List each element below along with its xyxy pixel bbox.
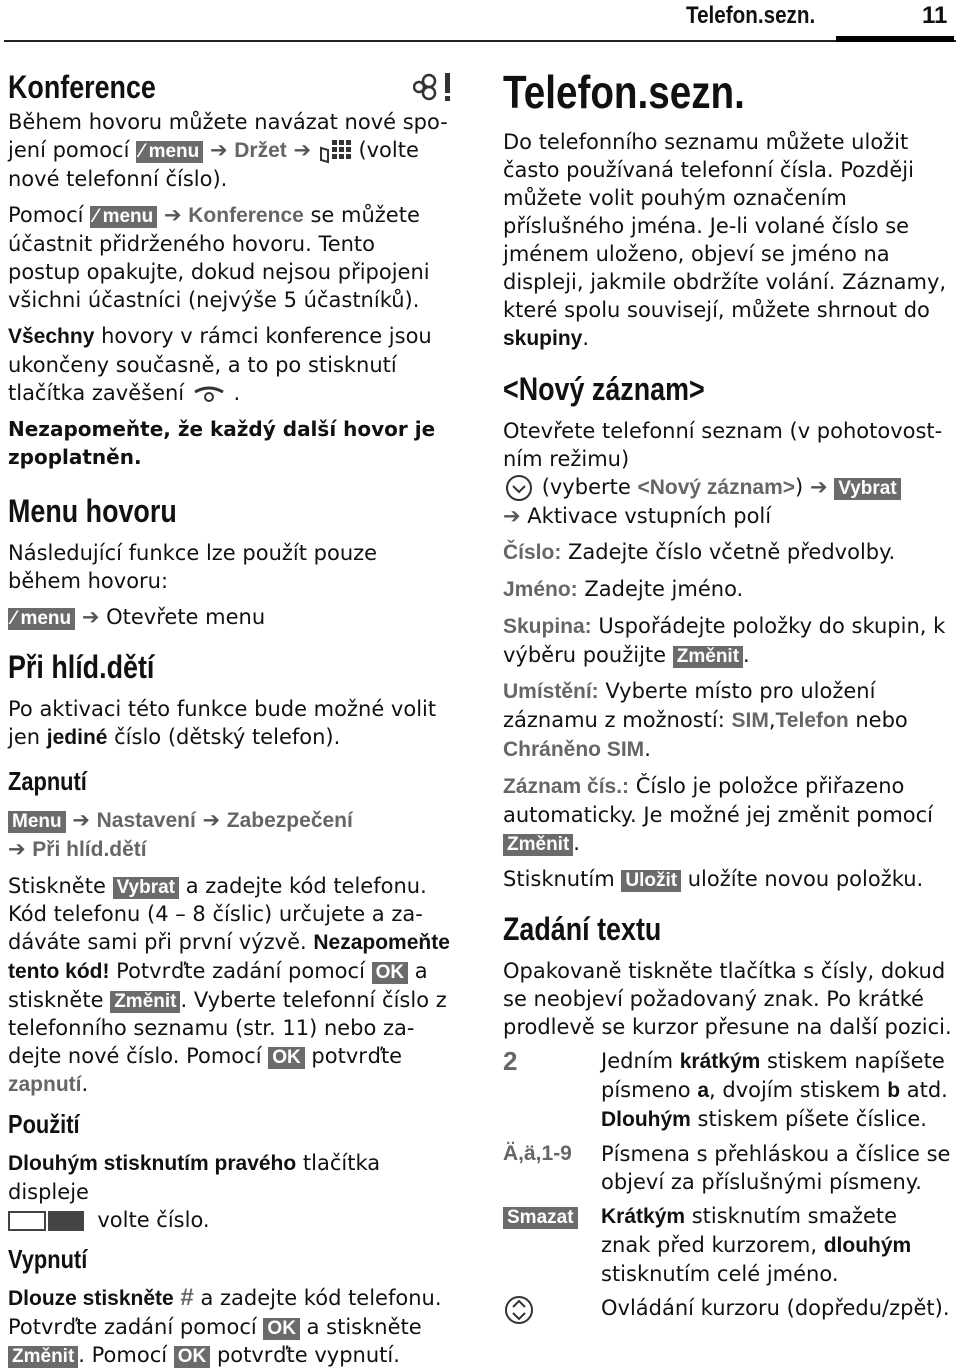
- zmenit-softkey: Změnit: [8, 1346, 78, 1368]
- zmenit-softkey: Změnit: [503, 834, 573, 856]
- arrow-icon: ➔: [293, 138, 312, 162]
- header-rule: [4, 40, 956, 42]
- display-key-right-icon: [48, 1211, 84, 1231]
- text-entry-row-umlaut: Ä,ä,1-9 Písmena s přehláskou a číslice se objeví za příslušnými písmeny.: [503, 1142, 951, 1194]
- vybrat-softkey: Vybrat: [113, 877, 179, 899]
- key-2-icon: 2: [503, 1046, 518, 1076]
- text-entry-row-2: 2 Jedním krátkým stiskem napíšete písmeno a, dvojím stiskem b atd. Dlouhým stiskem píšete číslice.: [503, 1047, 953, 1134]
- konference-para-2: Pomocí ⁄ menu ➔ Konference se můžete účastnit přidrženého hovoru. Tento postup opakujte, dokud nejsou připojeni všichni účastníci (nejvýše 5 účastníků).: [8, 203, 430, 312]
- end-call-icon: [191, 384, 227, 404]
- konference-title: Konference: [8, 69, 156, 105]
- arrow-icon: ➔: [81, 605, 100, 629]
- field-umisteni: Umístění: Vyberte místo pro uložení záznamu z možností: SIM,Telefon nebo Chráněno SIM.: [503, 679, 908, 761]
- zmenit-softkey: Změnit: [673, 646, 743, 668]
- arrow-icon: ➔: [503, 504, 521, 528]
- menu-hovoru-title: Menu hovoru: [8, 493, 177, 529]
- zapnuti-text: Stiskněte Vybrat a zadejte kód telefonu. Kód telefonu (4 – 8 číslic) určujete a za-dáváte sami při první výzvě. Nezapomeňte tento kód! Potvrďte zadání pomocí OK a stiskněte Změnit . Vyberte telefonní číslo z telefonního seznamu (str. 11) nebo za-dejte nové číslo. Pomocí OK potvrďte zapnutí.: [8, 874, 450, 1096]
- menu-softkey: Menu: [8, 811, 66, 833]
- menu-softkey: ⁄ menu: [8, 608, 75, 630]
- hash-key-icon: #: [180, 1284, 194, 1311]
- menu-softkey: ⁄ menu: [90, 206, 157, 228]
- arrow-icon: ➔: [163, 203, 182, 227]
- konference-para-3: Všechny hovory v rámci konference jsou ukončeny současně, a to po stisknutí tlačítka zavěšení .: [8, 324, 432, 405]
- zapnuti-path: Menu ➔ Nastavení ➔ Zabezpečení ➔ Při hlíd.dětí: [8, 808, 353, 861]
- zapnuti-title: Zapnutí: [8, 766, 87, 796]
- pouziti-text: Dlouhým stisknutím pravého tlačítka displeje volte číslo.: [8, 1151, 381, 1232]
- arrow-icon: ➔: [8, 837, 26, 861]
- field-skupina: Skupina: Uspořádejte položky do skupin, k výběru použijte Změnit .: [503, 614, 946, 667]
- page-number: 11: [922, 2, 948, 29]
- field-jmeno: Jméno: Zadejte jméno.: [503, 577, 744, 601]
- pri-hlid-title: Při hlíd.dětí: [8, 649, 155, 685]
- ok-softkey: OK: [174, 1346, 211, 1368]
- konference-heading-row: [8, 66, 453, 108]
- left-column: [8, 66, 453, 1369]
- keypad-icon: [318, 138, 352, 164]
- pouziti-title: Použití: [8, 1109, 80, 1139]
- ok-softkey: OK: [268, 1047, 305, 1069]
- menu-hovoru-open: ⁄ menu ➔ Otevřete menu: [8, 603, 453, 631]
- nav-down-icon: [503, 474, 535, 502]
- section-title: Telefon.sezn.: [503, 66, 745, 118]
- novy-zaznam-text: Otevřete telefonní seznam (v pohotovost-ním režimu): [503, 419, 943, 471]
- field-zaznam-cis: Záznam čís.: Číslo je položce přiřazeno automaticky. Je možné jej změnit pomocí Změnit .: [503, 774, 933, 855]
- ok-softkey: OK: [263, 1318, 300, 1340]
- konference-warning: Nezapomeňte, že každý další hovor je zpoplatněn.: [8, 417, 436, 469]
- novy-zaznam-title: <Nový záznam>: [503, 371, 705, 407]
- header-page-bar: [836, 36, 954, 42]
- vybrat-softkey: Vybrat: [834, 478, 900, 500]
- vypnuti-title: Vypnutí: [8, 1244, 88, 1274]
- smazat-softkey: Smazat: [503, 1207, 578, 1229]
- zadani-textu-text: Opakovaně tiskněte tlačítka s čísly, dokud se neobjeví požadovaný znak. Po krátké prodlevě se kurzor přesune na další pozici.: [503, 959, 952, 1039]
- novy-zaznam-steps: (vyberte <Nový záznam>) ➔ Vybrat ➔ Aktivace vstupních polí: [503, 473, 953, 530]
- field-cislo: Číslo: Zadejte číslo včetně předvolby.: [503, 540, 896, 564]
- zadani-textu-title: Zadání textu: [503, 911, 662, 947]
- zmenit-softkey: Změnit: [110, 991, 180, 1013]
- vypnuti-text: Dlouze stiskněte # a zadejte kód telefonu. Potvrďte zadání pomocí OK a stiskněte Změnit . Pomocí OK potvrďte vypnutí.: [8, 1284, 442, 1367]
- arrow-icon: ➔: [72, 808, 90, 832]
- text-entry-row-smazat: Smazat Krátkým stisknutím smažete znak před kurzorem, dlouhým stisknutím celé jméno.: [503, 1202, 953, 1288]
- arrow-icon: ➔: [809, 475, 828, 499]
- network-service-icon: [413, 71, 453, 103]
- display-key-left-icon: [8, 1211, 46, 1231]
- pri-hlid-text: Po aktivaci této funkce bude možné volit jen jediné číslo (dětský telefon).: [8, 697, 437, 749]
- arrow-icon: ➔: [209, 138, 228, 162]
- nav-up-down-icon: [503, 1294, 535, 1326]
- menu-softkey: ⁄ menu: [136, 141, 203, 163]
- ok-softkey: OK: [372, 962, 409, 984]
- ulozit-softkey: Uložit: [621, 870, 681, 892]
- konference-para-1: Během hovoru můžete navázat nové spo-jení pomocí ⁄ menu ➔ Držet ➔ (volte nové telefonní číslo).: [8, 110, 448, 191]
- intro-text: Do telefonního seznamu můžete uložit často používaná telefonní čísla. Později můžete volit pouhým označením příslušného jména. Je-li volané číslo se jménem uloženo, objeví se jméno na displeji, jakmile obdržíte volání. Záznamy, které spolu souvisejí, můžete shrnout do skupiny.: [503, 130, 947, 350]
- ulozit-text: Stisknutím Uložit uložíte novou položku.: [503, 867, 924, 891]
- header-title: Telefon.sezn.: [686, 2, 816, 29]
- text-entry-row-cursor: Ovládání kurzoru (dopředu/zpět).: [503, 1294, 953, 1333]
- arrow-icon: ➔: [202, 808, 221, 832]
- menu-hovoru-text: Následující funkce lze použít pouze během hovoru:: [8, 541, 378, 593]
- right-column: [503, 64, 953, 1333]
